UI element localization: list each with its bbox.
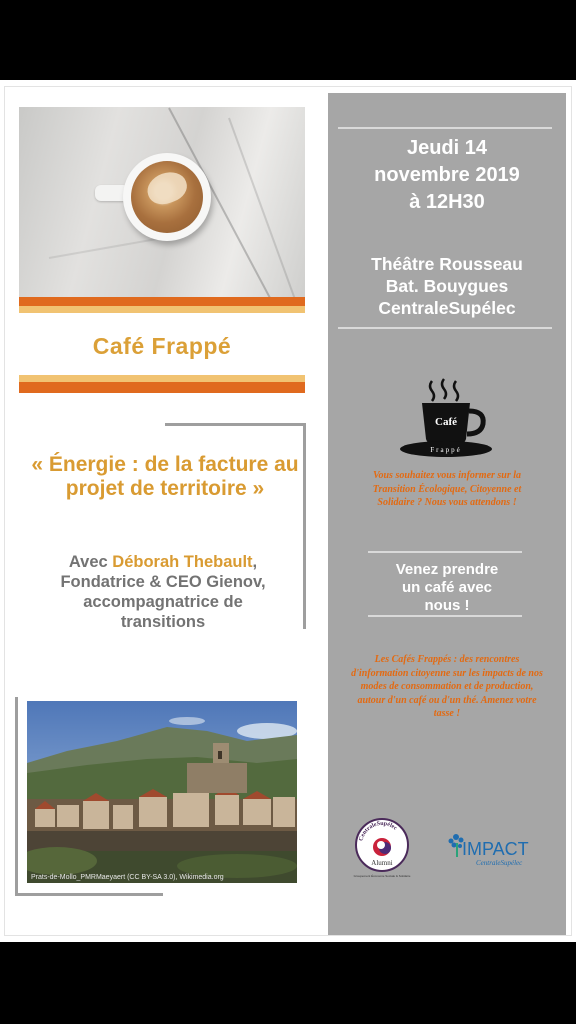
village-photo	[27, 701, 297, 883]
divider	[368, 551, 522, 553]
speaker-role: accompagnatrice de	[83, 593, 243, 611]
date-line: novembre 2019	[374, 164, 520, 186]
impact-sub: CentraleSupélec	[476, 859, 523, 867]
speaker-name: Déborah Thebault	[112, 553, 253, 571]
call-to-action	[328, 561, 566, 615]
speaker-info	[23, 552, 303, 632]
frame-line	[15, 697, 18, 895]
divider	[338, 127, 552, 129]
village-illustration	[27, 701, 297, 883]
yellow-band	[19, 375, 305, 382]
divider	[338, 327, 552, 329]
alumni-ring-text: CentraleSupélec	[358, 820, 398, 842]
orange-band	[19, 297, 305, 306]
venue-line: CentraleSupélec	[378, 298, 516, 318]
info-sidebar	[328, 93, 566, 935]
alumni-sub: Groupement Économie Sociale & Solidaire	[353, 874, 411, 878]
speaker-suffix: ,	[252, 553, 258, 571]
venue-line: Bat. Bouygues	[385, 276, 509, 296]
event-venue	[328, 253, 566, 319]
date-line: à 12H30	[409, 191, 485, 213]
logo-text-frappe: Frappé	[430, 446, 462, 454]
speaker-role: Fondatrice & CEO Gienov,	[60, 573, 266, 591]
talk-title: « Énergie : de la facture au projet de territoire »	[31, 453, 299, 500]
photo-credit: Prats-de-Mollo_PMRMaeyaert (CC BY-SA 3.0), Wikimedia.org	[31, 874, 224, 881]
yellow-band	[19, 306, 305, 313]
cta-line: nous !	[424, 597, 470, 614]
alumni-label: Alumni	[371, 859, 393, 867]
marble-vein	[228, 118, 298, 297]
impact-logo-image	[446, 829, 550, 869]
event-date	[328, 135, 566, 216]
coffee-photo	[19, 107, 305, 297]
coffee-cup-icon	[392, 377, 502, 463]
event-poster	[0, 80, 576, 942]
logo-text-cafe: Café	[435, 416, 457, 428]
poster-title: Café Frappé	[92, 333, 232, 359]
date-line: Jeudi 14	[406, 137, 488, 159]
speaker-prefix: Avec	[68, 553, 113, 571]
cafes-description: Les Cafés Frappés : des rencontres d'information citoyenne sur les impacts de nos modes de consommation et de production, autour d'un café ou d'un thé. Amenez votre tasse !	[351, 654, 543, 719]
impact-name: IMPACT	[462, 839, 529, 859]
orange-band	[19, 382, 305, 393]
speaker-role: transitions	[120, 613, 206, 631]
alumni-logo-image	[350, 817, 414, 881]
venue-line: Théâtre Rousseau	[371, 254, 523, 274]
speaker-line	[23, 552, 303, 572]
impact-logo	[446, 829, 550, 869]
frame-line	[165, 423, 305, 426]
invite-text: Vous souhaitez vous informer sur la Transition Écologique, Citoyenne et Solidaire ? Nous vous attendons !	[372, 470, 522, 508]
cafe-frappe-logo	[392, 377, 502, 463]
cta-line: Venez prendre	[395, 561, 499, 578]
divider	[368, 615, 522, 617]
alumni-logo	[350, 817, 414, 881]
frame-line	[303, 423, 306, 629]
frame-line	[15, 893, 163, 896]
cta-line: un café avec	[401, 579, 493, 596]
poster-page	[4, 86, 572, 936]
marble-vein	[49, 236, 168, 259]
